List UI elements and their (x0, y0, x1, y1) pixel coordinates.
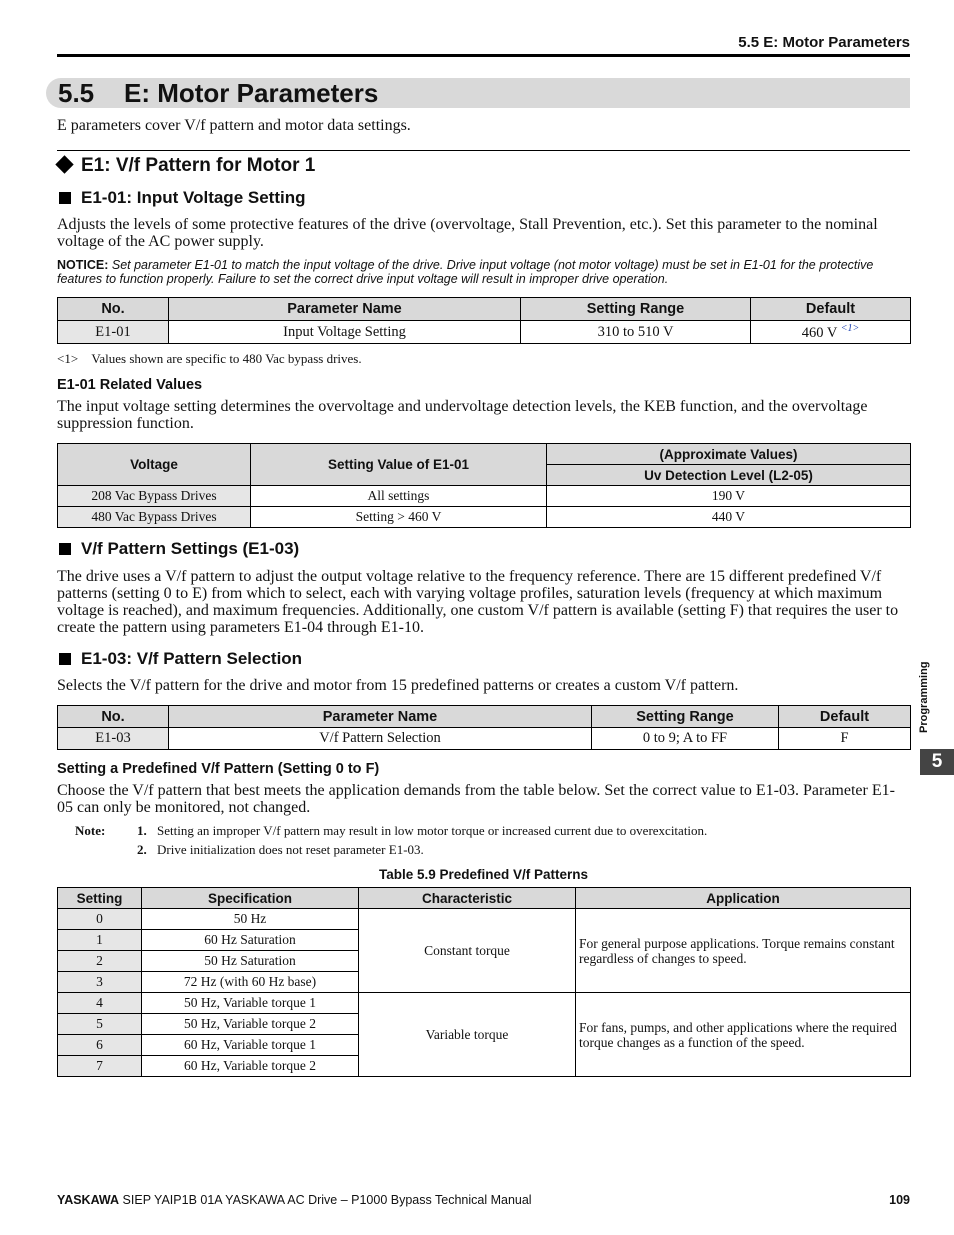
specification-cell: 50 Hz (142, 909, 359, 930)
specification-cell: 60 Hz, Variable torque 2 (142, 1056, 359, 1077)
specification-cell: 72 Hz (with 60 Hz base) (142, 972, 359, 993)
specification-cell: 50 Hz Saturation (142, 951, 359, 972)
e1-01-heading-text: E1-01: Input Voltage Setting (81, 188, 306, 207)
setting-value-cell: All settings (251, 486, 547, 507)
uv-level-cell: 190 V (547, 486, 911, 507)
table-row (58, 486, 911, 507)
note-item (137, 842, 424, 858)
setting-value-cell: Setting > 460 V (251, 507, 547, 528)
default-value: 460 V (801, 324, 838, 341)
square-bullet-icon (59, 543, 71, 555)
column-header: Application (576, 888, 911, 909)
table-row (58, 993, 911, 1014)
square-bullet-icon (59, 653, 71, 665)
note-number: 1. (137, 823, 147, 838)
voltage-cell: 208 Vac Bypass Drives (58, 486, 251, 507)
param-name-cell: Input Voltage Setting (169, 321, 521, 344)
table-row (58, 909, 911, 930)
e1-heading-text: E1: V/f Pattern for Motor 1 (81, 155, 316, 176)
e1-03-heading (57, 649, 302, 669)
e1-03-description: Selects the V/f pattern for the drive and motor from 15 predefined patterns or creates a custom V/f pattern. (57, 677, 739, 694)
predefined-heading: Setting a Predefined V/f Pattern (Setting 0 to F) (57, 761, 380, 777)
column-header: Parameter Name (169, 706, 592, 728)
column-header: No. (58, 298, 169, 321)
intro-rule (57, 150, 910, 151)
characteristic-cell: Constant torque (359, 909, 576, 993)
column-header: Setting Value of E1-01 (251, 444, 547, 486)
specification-cell: 60 Hz Saturation (142, 930, 359, 951)
param-name-cell: V/f Pattern Selection (169, 728, 592, 750)
setting-cell: 4 (58, 993, 142, 1014)
running-header: 5.5 E: Motor Parameters (738, 34, 910, 51)
note-text: Drive initialization does not reset parameter E1-03. (157, 842, 424, 857)
section-title-text: E: Motor Parameters (124, 78, 379, 108)
application-cell: For general purpose applications. Torque remains constant regardless of changes to speed. (576, 909, 911, 993)
table-row (58, 728, 911, 750)
section-intro: E parameters cover V/f pattern and motor data settings. (57, 117, 411, 134)
param-number-cell: E1-03 (58, 728, 169, 750)
section-number: 5.5 (58, 78, 95, 108)
specification-cell: 50 Hz, Variable torque 1 (142, 993, 359, 1014)
note-number: 2. (137, 842, 147, 857)
section-title (58, 78, 378, 108)
e1-03-parameter-table (57, 705, 911, 750)
page-number: 109 (889, 1193, 910, 1207)
param-number-cell: E1-01 (58, 321, 169, 344)
specification-cell: 50 Hz, Variable torque 2 (142, 1014, 359, 1035)
setting-cell: 5 (58, 1014, 142, 1035)
note-item (137, 823, 707, 839)
side-tab-chapter-number[interactable]: 5 (920, 749, 954, 775)
uv-level-cell: 440 V (547, 507, 911, 528)
setting-range-cell: 310 to 510 V (521, 321, 751, 344)
diamond-bullet-icon (55, 156, 73, 174)
default-cell: F (779, 728, 911, 750)
footer-brand: YASKAWA (57, 1193, 120, 1207)
related-values-description: The input voltage setting determines the overvoltage and undervoltage detection levels, the KEB function, and the overvoltage suppression function. (57, 398, 868, 432)
characteristic-cell: Variable torque (359, 993, 576, 1077)
setting-cell: 6 (58, 1035, 142, 1056)
page-footer (57, 1193, 910, 1211)
square-bullet-icon (59, 192, 71, 204)
column-header: No. (58, 706, 169, 728)
column-header: Parameter Name (169, 298, 521, 321)
table-caption: Table 5.9 Predefined V/f Patterns (378, 867, 589, 882)
column-header: Default (751, 298, 911, 321)
specification-cell: 60 Hz, Variable torque 1 (142, 1035, 359, 1056)
column-header: Setting Range (592, 706, 779, 728)
setting-cell: 3 (58, 972, 142, 993)
table-row (58, 321, 911, 344)
footnote-text: Values shown are specific to 480 Vac bypass drives. (91, 351, 362, 366)
column-header: (Approximate Values) (547, 444, 911, 465)
footnote (57, 351, 362, 367)
column-header: Uv Detection Level (L2-05) (547, 465, 911, 486)
column-header: Setting (58, 888, 142, 909)
notice-text: Set parameter E1-01 to match the input voltage of the drive. Drive input voltage (not motor voltage) must be set in E1-01 for the protective features to function properly. Failure to set the correct drive input voltage will result in improper drive operation. (57, 258, 874, 286)
vf-settings-heading-text: V/f Pattern Settings (E1-03) (81, 539, 300, 558)
vf-settings-heading (57, 539, 299, 559)
e1-03-heading-text: E1-03: V/f Pattern Selection (81, 649, 303, 668)
footnote-link[interactable]: <1> (840, 322, 860, 334)
predefined-patterns-table (57, 887, 911, 1077)
note-label: Note: (75, 823, 106, 838)
note-text: Setting an improper V/f pattern may result in low motor torque or increased current due to overexcitation. (157, 823, 708, 838)
default-cell (751, 321, 911, 344)
e1-01-description: Adjusts the levels of some protective features of the drive (overvoltage, Stall Prevention, etc.). Set this parameter to the nominal voltage of the AC power supply. (57, 216, 878, 250)
side-tab-label[interactable]: Programming (918, 661, 930, 733)
setting-cell: 1 (58, 930, 142, 951)
setting-cell: 2 (58, 951, 142, 972)
table-row (58, 507, 911, 528)
header-rule (57, 54, 910, 57)
predefined-description: Choose the V/f pattern that best meets the application demands from the table below. Set the correct value to E1-03. Parameter E1-05 can only be monitored, not changed. (57, 782, 895, 816)
setting-cell: 7 (58, 1056, 142, 1077)
application-cell: For fans, pumps, and other applications where the required torque changes as a function of the speed. (576, 993, 911, 1077)
vf-settings-description: The drive uses a V/f pattern to adjust the output voltage relative to the frequency reference. There are 15 different predefined V/f patterns (setting 0 to E) from which to select, each with varying voltage profiles, saturation levels (frequency at which maximum voltage is reached), and maximum frequencies. Additionally, one custom V/f pattern is available (setting F) that requires the user to create the pattern using parameters E1-04 through E1-10. (57, 568, 899, 636)
column-header: Setting Range (521, 298, 751, 321)
setting-cell: 0 (58, 909, 142, 930)
footnote-marker: <1> (57, 351, 79, 366)
e1-01-heading (57, 188, 305, 208)
related-values-heading: E1-01 Related Values (57, 377, 203, 393)
e1-heading (54, 155, 315, 177)
notice-block (57, 258, 910, 286)
related-values-table (57, 443, 911, 528)
column-header: Characteristic (359, 888, 576, 909)
setting-range-cell: 0 to 9; A to FF (592, 728, 779, 750)
notice-label: NOTICE: (57, 258, 109, 272)
voltage-cell: 480 Vac Bypass Drives (58, 507, 251, 528)
e1-01-parameter-table (57, 297, 911, 344)
column-header: Default (779, 706, 911, 728)
column-header: Specification (142, 888, 359, 909)
footer-text: SIEP YAIP1B 01A YASKAWA AC Drive – P1000 Bypass Technical Manual (122, 1193, 532, 1207)
column-header: Voltage (58, 444, 251, 486)
